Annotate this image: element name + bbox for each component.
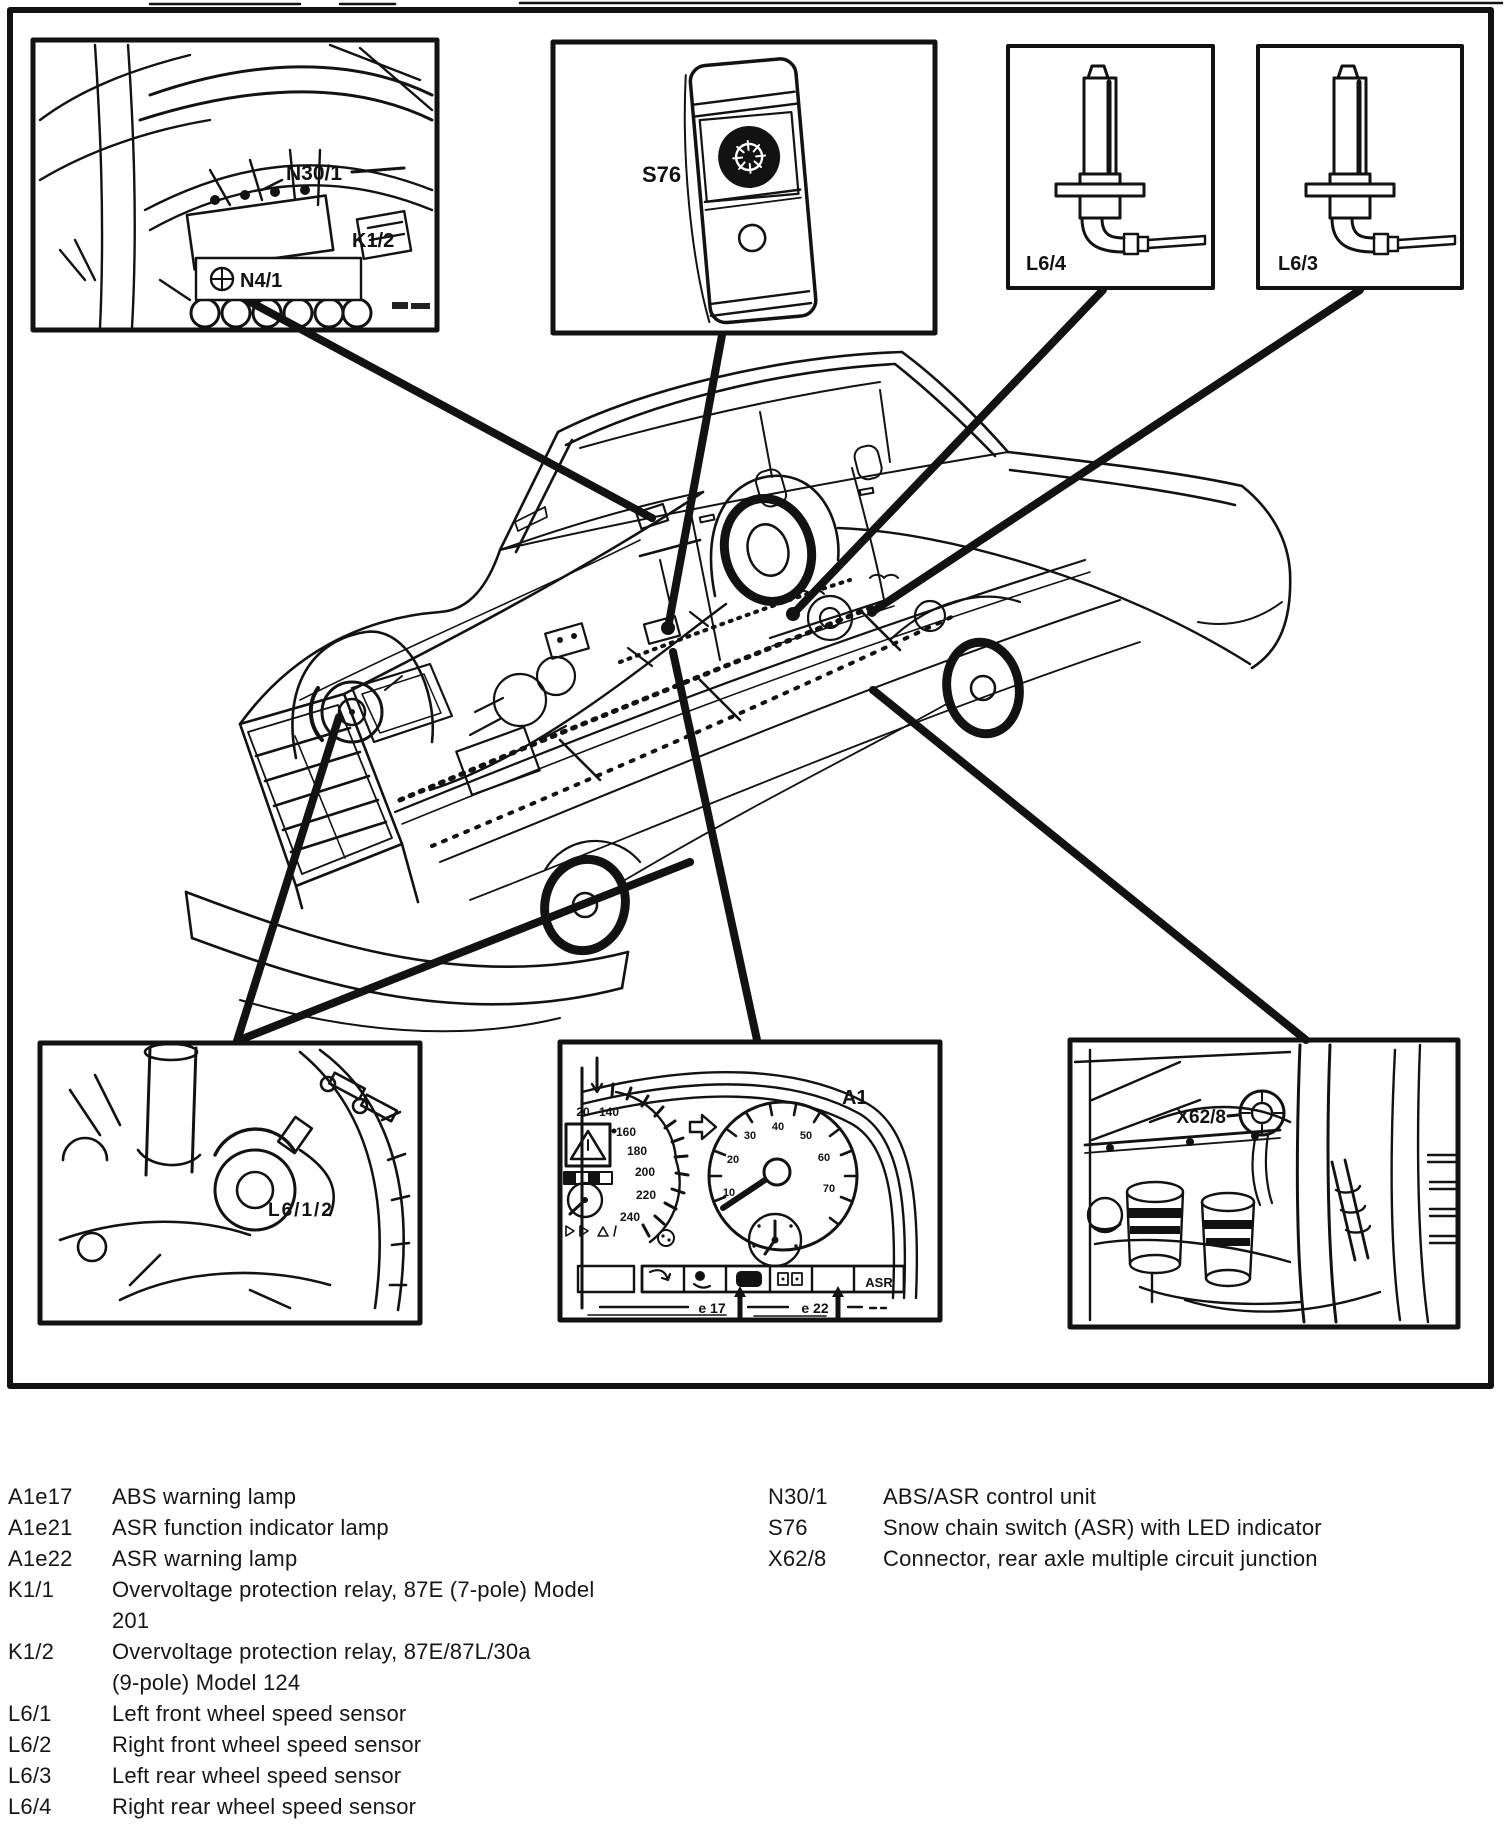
legend-right-column	[768, 1481, 1322, 1574]
inset-instrument-cluster	[560, 1042, 940, 1320]
legend-row	[768, 1543, 1322, 1574]
n4-1-tag	[196, 258, 361, 300]
svg-text:70: 70	[822, 1183, 836, 1195]
legend-code: L6/1	[8, 1701, 52, 1726]
asr-lamp-text: ASR	[865, 1275, 893, 1290]
legend-code	[8, 1605, 112, 1636]
label-e17: e 17	[698, 1300, 726, 1316]
legend-desc: ASR function indicator lamp	[112, 1515, 389, 1540]
car-roof	[500, 352, 1008, 552]
rear-right-wheel	[940, 636, 1027, 739]
legend-row	[8, 1481, 594, 1512]
inset-rear-axle-border	[1070, 1040, 1458, 1327]
hand-lamp-icon	[694, 1271, 710, 1288]
legend-row-continuation	[8, 1667, 594, 1698]
legend-code: S76	[768, 1515, 808, 1540]
speed-sensor-art-rr	[1056, 66, 1205, 254]
dash-components	[628, 504, 708, 666]
inset-front-hub	[40, 1043, 420, 1323]
chassis-and-harness	[395, 560, 1140, 900]
legend-code: A1e17	[8, 1484, 73, 1509]
speed-sensor-art-lr	[1306, 66, 1455, 254]
label-s76: S76	[642, 162, 682, 187]
inset-sensor-left-rear	[1258, 46, 1462, 288]
legend-row	[8, 1512, 594, 1543]
svg-text:60: 60	[817, 1152, 831, 1164]
svg-text:220: 220	[635, 1188, 657, 1202]
legend-code: K1/1	[8, 1577, 55, 1602]
legend-code: A1e22	[8, 1546, 73, 1571]
brake-lamp-icon	[778, 1273, 802, 1285]
turn-signal-arrow	[690, 1115, 716, 1139]
front-hub-art	[60, 1044, 409, 1310]
car-cutaway	[186, 352, 1290, 1031]
svg-text:30: 30	[743, 1130, 757, 1142]
svg-text:140: 140	[598, 1105, 620, 1119]
label-a1: A1	[842, 1087, 868, 1109]
grille	[240, 694, 418, 908]
legend-row	[8, 1698, 594, 1729]
watermark-smudge	[392, 302, 430, 309]
abs-lamp-text: ABS	[739, 1275, 759, 1285]
rear-axle-art	[1075, 1045, 1456, 1322]
callout-line-rear-connector	[873, 690, 1306, 1040]
engine	[456, 623, 589, 795]
callout-line-front-hub-a	[237, 717, 339, 1041]
x62-8-leader	[1228, 1115, 1238, 1116]
svg-text:20: 20	[576, 1105, 590, 1119]
label-l6-1-2: L6/1/2	[268, 1200, 334, 1221]
svg-text:50: 50	[799, 1130, 813, 1142]
svg-text:180: 180	[626, 1144, 648, 1158]
legend-left-column	[8, 1481, 594, 1822]
svg-text:160: 160	[615, 1125, 637, 1139]
svg-text:40: 40	[771, 1121, 785, 1133]
car-hood	[240, 492, 703, 724]
legend-desc: ABS warning lamp	[112, 1484, 297, 1509]
label-l6-4: L6/4	[1026, 253, 1067, 275]
legend-code: K1/2	[8, 1639, 55, 1664]
legend-row	[8, 1636, 594, 1667]
legend-desc: Overvoltage protection relay, 87E/87L/30a	[112, 1639, 531, 1664]
diagram-border	[10, 10, 1491, 1386]
seatbelt-lamp-icon	[650, 1270, 670, 1280]
legend-row-continuation	[8, 1605, 594, 1636]
legend-code: A1e21	[8, 1515, 73, 1540]
legend-desc: 201	[112, 1608, 150, 1633]
inset-rear-axle	[1070, 1040, 1458, 1327]
legend-row	[8, 1574, 594, 1605]
legend-desc: Overvoltage protection relay, 87E (7-pole) Model	[112, 1577, 595, 1602]
legend-desc: Snow chain switch (ASR) with LED indicator	[883, 1515, 1322, 1540]
inset-snow-chain-switch	[553, 42, 935, 333]
label-k1-2: K1/2	[352, 230, 395, 252]
legend-code	[8, 1667, 112, 1698]
abs-lamp	[736, 1271, 762, 1287]
label-n30-1: N30/1	[286, 162, 343, 185]
label-n4-1: N4/1	[240, 270, 283, 292]
legend-desc: Connector, rear axle multiple circuit junction	[883, 1546, 1318, 1571]
legend-code: N30/1	[768, 1484, 828, 1509]
warning-triangle-lamp	[566, 1124, 610, 1166]
car-rear	[1008, 452, 1290, 668]
fuel-gauge	[566, 1183, 616, 1236]
svg-text:240: 240	[619, 1210, 641, 1224]
legend-row	[8, 1791, 594, 1822]
legend-code: L6/3	[8, 1763, 52, 1788]
legend-row	[8, 1729, 594, 1760]
svg-text:10: 10	[722, 1187, 736, 1199]
legend-code: X62/8	[768, 1546, 827, 1571]
legend-code: L6/4	[8, 1794, 52, 1819]
legend-row	[768, 1512, 1322, 1543]
legend-desc: Right front wheel speed sensor	[112, 1732, 422, 1757]
legend-desc: Right rear wheel speed sensor	[112, 1794, 417, 1819]
inset-engine-bay	[33, 40, 437, 330]
svg-text:20: 20	[726, 1154, 740, 1166]
switch-art	[677, 58, 817, 325]
label-e22: e 22	[801, 1300, 829, 1316]
inset-front-hub-border	[40, 1043, 420, 1323]
legend-desc: Left rear wheel speed sensor	[112, 1763, 402, 1788]
label-l6-3: L6/3	[1278, 253, 1319, 275]
svg-text:200: 200	[634, 1165, 656, 1179]
scan-noise	[150, 3, 1502, 4]
legend-desc: ASR warning lamp	[112, 1546, 298, 1571]
legend-code: L6/2	[8, 1732, 52, 1757]
legend-row	[8, 1543, 594, 1574]
label-x62-8: X62/8	[1176, 1107, 1226, 1128]
legend-desc: ABS/ASR control unit	[883, 1484, 1097, 1509]
legend-row	[8, 1760, 594, 1791]
legend-desc: (9-pole) Model 124	[112, 1670, 301, 1695]
inset-sensor-right-rear	[1008, 46, 1213, 288]
legend-row	[768, 1481, 1322, 1512]
legend-desc: Left front wheel speed sensor	[112, 1701, 407, 1726]
